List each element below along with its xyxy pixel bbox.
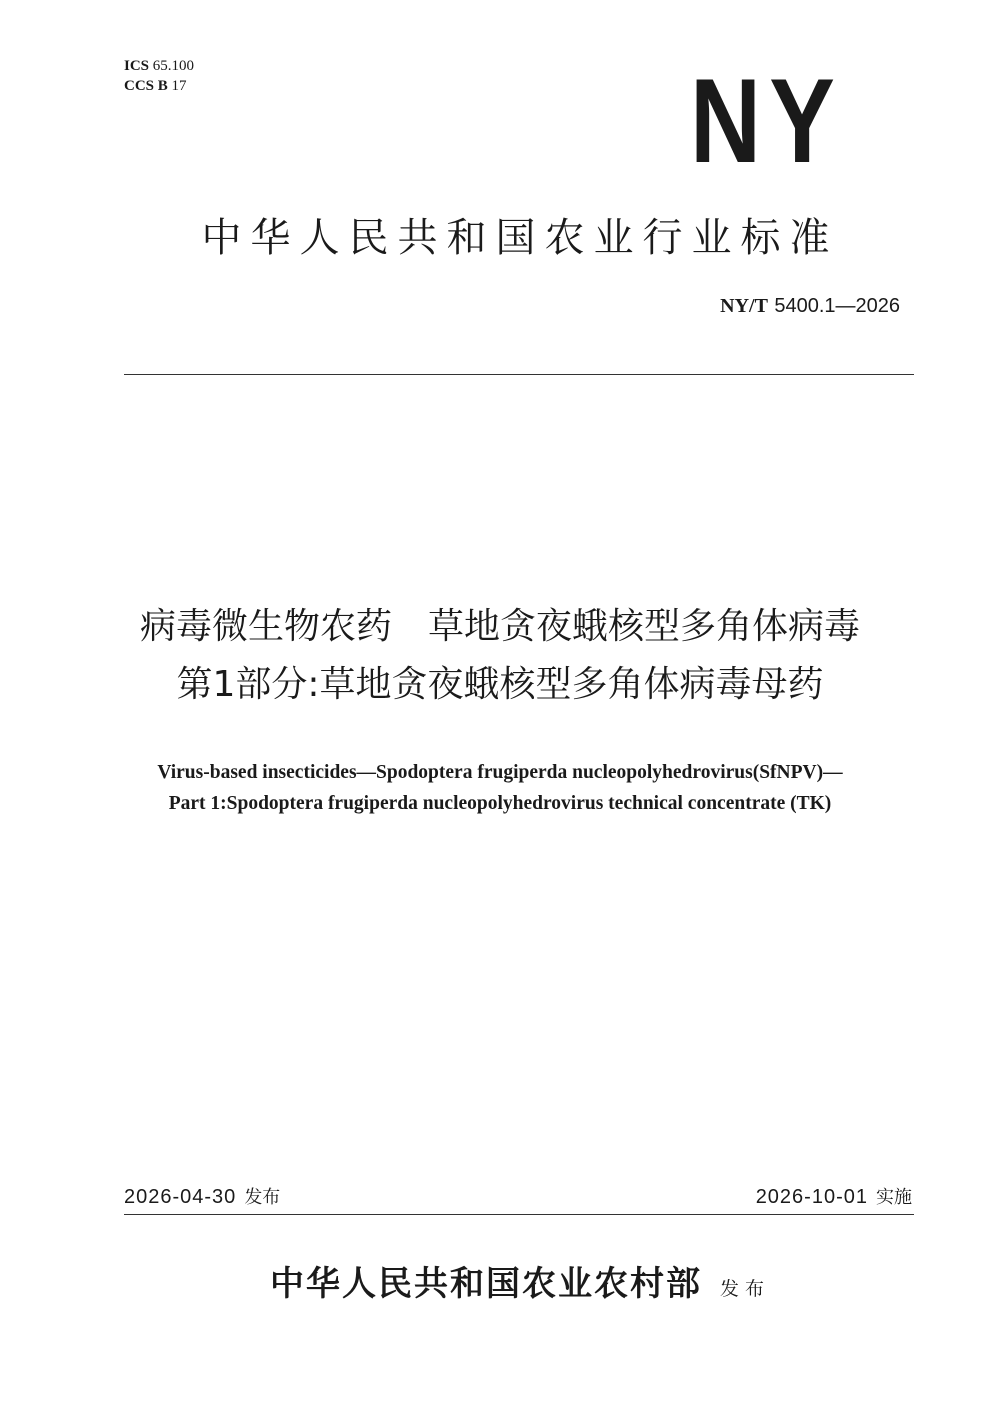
ics-code: [124, 56, 194, 76]
ccs-value: 17: [171, 78, 187, 94]
standard-type-heading: 中华人民共和国农业行业标准: [201, 215, 839, 261]
implementation-date: [756, 1183, 912, 1209]
standard-number-prefix: NY/T: [720, 295, 768, 317]
ccs-label: CCS B: [124, 78, 168, 94]
classification-codes: [124, 56, 194, 96]
chinese-title: [60, 598, 940, 714]
bottom-divider: [124, 1214, 914, 1215]
issue-date-value: 2026-04-30: [124, 1186, 237, 1208]
ics-label: ICS: [124, 58, 150, 74]
implementation-date-label: 实施: [876, 1187, 912, 1208]
issuing-authority: [100, 1256, 940, 1305]
english-title-line-2: Part 1:Spodoptera frugiperda nucleopolyhedrovirus technical concentrate (TK): [168, 793, 832, 814]
issue-date: [124, 1183, 280, 1209]
standard-number: [720, 293, 900, 318]
ny-logo: NY: [690, 54, 844, 188]
english-title-line-1: Virus-based insecticides—Spodoptera frugiperda nucleopolyhedrovirus(SfNPV)—: [157, 762, 843, 783]
ccs-code: [124, 76, 194, 96]
implementation-date-value: 2026-10-01: [755, 1186, 868, 1208]
english-title: [60, 757, 940, 819]
chinese-title-line-1: 病毒微生物农药 草地贪夜蛾核型多角体病毒: [139, 606, 860, 647]
ics-value: 65.100: [152, 58, 195, 74]
issuer-action: 发布: [719, 1278, 770, 1300]
standard-number-value: 5400.1—2026: [774, 295, 900, 317]
chinese-title-line-2: 第1部分:草地贪夜蛾核型多角体病毒母药: [176, 664, 824, 705]
issue-date-label: 发布: [244, 1187, 281, 1208]
issuer-organization: 中华人民共和国农业农村部: [269, 1264, 702, 1304]
top-divider: [124, 374, 914, 375]
